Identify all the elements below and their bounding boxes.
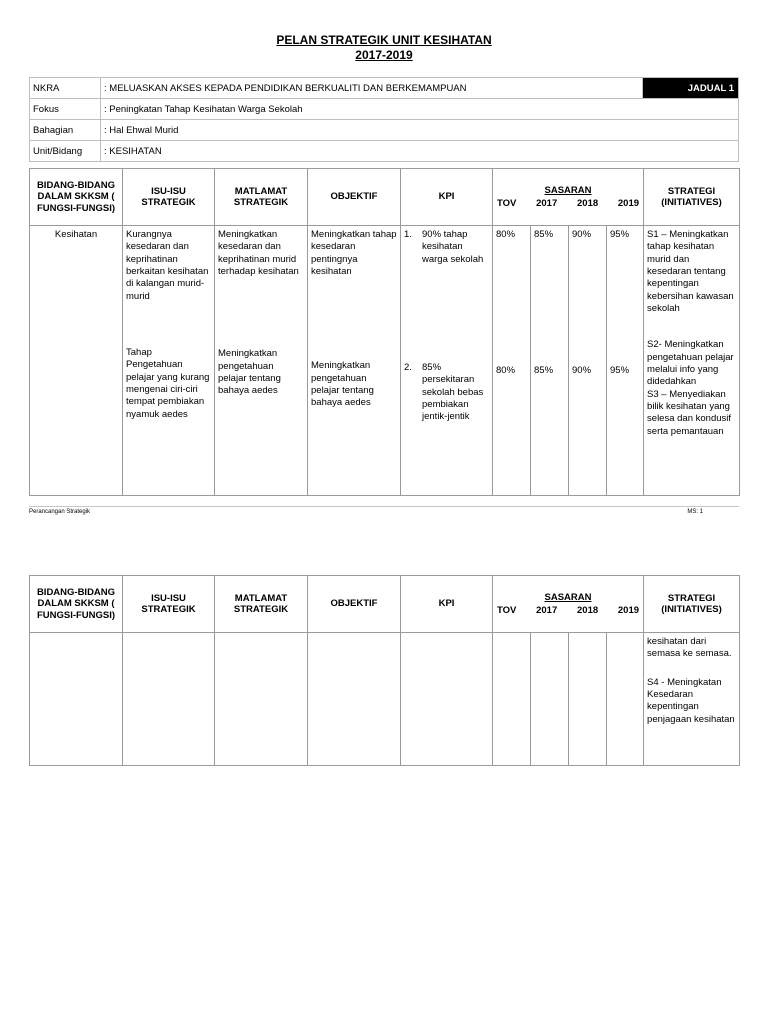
info-row-unit bbox=[30, 141, 739, 162]
s2019-cell bbox=[607, 226, 644, 496]
info-table bbox=[29, 77, 739, 162]
header-tov: TOV bbox=[497, 605, 517, 616]
s2019-cell bbox=[607, 633, 644, 766]
isu-cell bbox=[123, 633, 215, 766]
header-sasaran bbox=[493, 169, 644, 226]
tov-cell bbox=[493, 226, 531, 496]
matlamat-2: Meningkatkan pengetahuan pelajar tentang bahaya aedes bbox=[218, 348, 281, 397]
header-row bbox=[30, 576, 740, 633]
header-bidang: BIDANG-BIDANG DALAM SKKSM ( FUNGSI-FUNGSI) bbox=[30, 169, 123, 226]
unit-label: Unit/Bidang bbox=[30, 141, 101, 162]
header-row bbox=[30, 169, 740, 226]
header-kpi: KPI bbox=[401, 576, 493, 633]
strategi-cell bbox=[644, 226, 740, 496]
header-matlamat: MATLAMAT STRATEGIK bbox=[215, 576, 308, 633]
header-matlamat: MATLAMAT STRATEGIK bbox=[215, 169, 308, 226]
strategi-continued: kesihatan dari semasa ke semasa. bbox=[647, 636, 732, 660]
header-sasaran bbox=[493, 576, 644, 633]
strategi-cell bbox=[644, 633, 740, 766]
tov-2: 80% bbox=[496, 365, 516, 377]
header-bidang: BIDANG-BIDANG DALAM SKKSM ( FUNGSI-FUNGSI) bbox=[30, 576, 123, 633]
matlamat-1: Meningkatkan kesedaran dan keprihatinan murid terhadap kesihatan bbox=[218, 229, 299, 278]
isu-cell bbox=[123, 226, 215, 496]
s2018-cell bbox=[569, 226, 607, 496]
header-objektif: OBJEKTIF bbox=[308, 576, 401, 633]
bidang-cell: Kesihatan bbox=[30, 226, 123, 496]
strategic-plan-table-page1 bbox=[29, 168, 740, 496]
page-subtitle-years: 2017-2019 bbox=[355, 48, 413, 62]
header-2019: 2019 bbox=[617, 198, 640, 209]
strategi-3: S3 – Menyediakan bilik kesihatan yang selesa dan kondusif serta pemantauan bbox=[647, 388, 732, 437]
objektif-1: Meningkatkan tahap kesedaran pentingnya kesihatan bbox=[311, 229, 397, 278]
header-isu: ISU-ISU STRATEGIK bbox=[123, 169, 215, 226]
nkra-label: NKRA bbox=[30, 78, 101, 99]
page-footer bbox=[29, 509, 739, 515]
footer-left: Perancangan Strategik bbox=[29, 509, 91, 515]
header-kpi: KPI bbox=[401, 169, 493, 226]
footer-page-number: MS: 1 bbox=[687, 509, 703, 515]
tov-1: 80% bbox=[496, 229, 516, 240]
header-strategi: STRATEGI (INITIATIVES) bbox=[644, 169, 740, 226]
s2017-2: 85% bbox=[534, 365, 554, 377]
s2017-1: 85% bbox=[534, 229, 554, 240]
header-2018: 2018 bbox=[577, 198, 599, 209]
objektif-2: Meningkatkan pengetahuan pelajar tentang bahaya aedes bbox=[311, 360, 374, 409]
tov-cell bbox=[493, 633, 531, 766]
kpi-cell bbox=[401, 226, 493, 496]
sasaran-label: SASARAN bbox=[544, 591, 592, 603]
nkra-value: : MELUASKAN AKSES KEPADA PENDIDIKAN BERKUALITI DAN BERKEMAMPUAN bbox=[101, 78, 643, 99]
info-row-bahagian bbox=[30, 120, 739, 141]
kpi-cell bbox=[401, 633, 493, 766]
info-row-nkra bbox=[30, 78, 739, 99]
sasaran-label: SASARAN bbox=[544, 184, 592, 196]
kpi-2: 2. 85% persekitaran sekolah bebas pembiakan jentik-jentik bbox=[404, 362, 484, 423]
s2018-cell bbox=[569, 633, 607, 766]
bidang-cell bbox=[30, 633, 123, 766]
table-row bbox=[30, 226, 740, 496]
s2017-cell bbox=[531, 633, 569, 766]
header-objektif: OBJEKTIF bbox=[308, 169, 401, 226]
header-isu: ISU-ISU STRATEGIK bbox=[123, 576, 215, 633]
table-row bbox=[30, 633, 740, 766]
fokus-value: : Peningkatan Tahap Kesihatan Warga Sekolah bbox=[101, 99, 739, 120]
jadual-badge: JADUAL 1 bbox=[643, 78, 739, 99]
matlamat-cell bbox=[215, 226, 308, 496]
s2017-cell bbox=[531, 226, 569, 496]
bahagian-label: Bahagian bbox=[30, 120, 101, 141]
unit-value: : KESIHATAN bbox=[101, 141, 739, 162]
kpi-1: 1. 90% tahap kesihatan warga sekolah bbox=[404, 229, 484, 265]
strategic-plan-table-page2 bbox=[29, 575, 740, 766]
header-2017: 2017 bbox=[536, 605, 558, 616]
strategi-2: S2- Meningkatkan pengetahuan pelajar melalui info yang didedahkan bbox=[647, 339, 734, 388]
fokus-label: Fokus bbox=[30, 99, 101, 120]
strategi-4: S4 - Meningkatan Kesedaran kepentingan penjagaan kesihatan bbox=[647, 676, 735, 725]
isu-2: Tahap Pengetahuan pelajar yang kurang mengenai ciri-ciri tempat pembiakan nyamuk aedes bbox=[126, 347, 210, 420]
header-tov: TOV bbox=[497, 198, 517, 209]
header-2017: 2017 bbox=[536, 198, 558, 209]
s2019-2: 95% bbox=[610, 365, 630, 377]
s2018-2: 90% bbox=[572, 365, 592, 377]
header-2019: 2019 bbox=[617, 605, 640, 616]
objektif-cell bbox=[308, 226, 401, 496]
matlamat-cell bbox=[215, 633, 308, 766]
header-strategi: STRATEGI (INITIATIVES) bbox=[644, 576, 740, 633]
s2018-1: 90% bbox=[572, 229, 592, 240]
s2019-1: 95% bbox=[610, 229, 630, 240]
bahagian-value: : Hal Ehwal Murid bbox=[101, 120, 739, 141]
info-row-fokus bbox=[30, 99, 739, 120]
objektif-cell bbox=[308, 633, 401, 766]
header-2018: 2018 bbox=[577, 605, 599, 616]
strategi-1: S1 – Meningkatkan tahap kesihatan murid dan kesedaran tentang kepentingan kebersihan kawasan sekolah bbox=[647, 229, 734, 315]
isu-1: Kurangnya kesedaran dan keprihatinan berkaitan kesihatan di kalangan murid-murid bbox=[126, 229, 209, 302]
footer-rule bbox=[29, 506, 739, 507]
page-title: PELAN STRATEGIK UNIT KESIHATAN bbox=[276, 33, 492, 47]
